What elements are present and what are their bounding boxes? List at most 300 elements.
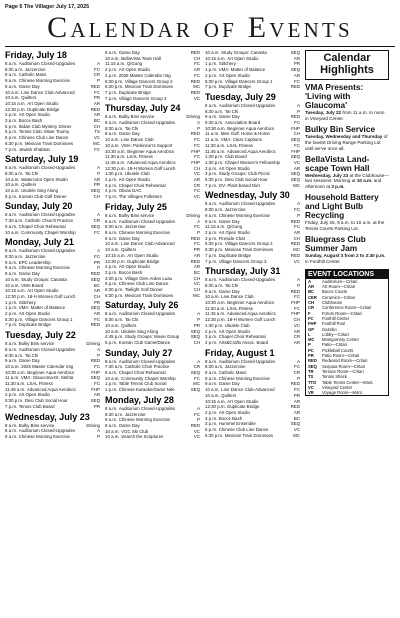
event-location-code: SEQ bbox=[290, 177, 300, 183]
event-time: 10:30 a.m. bbox=[205, 125, 226, 131]
event-name: Jazzercise bbox=[124, 411, 146, 417]
event-time: 9 a.m. bbox=[5, 223, 18, 229]
event-location-code: BC bbox=[193, 269, 200, 275]
event-location-code: P bbox=[97, 433, 100, 439]
location-code: FC bbox=[308, 315, 314, 321]
event-name: Chinese Club Line Dance bbox=[118, 281, 169, 287]
event-location-code: FC bbox=[294, 364, 300, 370]
highlight-heading: Bluegrass Club Summer Jam bbox=[305, 234, 366, 254]
event-time: 11 a.m. bbox=[5, 375, 20, 381]
event-name: Art Open Studio bbox=[218, 328, 250, 334]
event-name: Game Day bbox=[118, 422, 140, 428]
location-name: Montgomery Center bbox=[322, 337, 360, 343]
event-name: Auditorium Closed-Upgrades bbox=[18, 212, 76, 218]
event-name: Art Open Studio bbox=[118, 177, 150, 183]
event-name: Stitchery bbox=[218, 61, 236, 67]
event-time: 2 p.m. bbox=[105, 72, 118, 78]
event-time: 8 a.m. bbox=[105, 405, 118, 411]
event-location-code: VC bbox=[193, 194, 200, 200]
event-time: 11:45 a.m. bbox=[5, 386, 26, 392]
location-row bbox=[306, 390, 388, 395]
event-time: 7 p.m. bbox=[205, 84, 218, 90]
event-name: BellaVista Town Hall bbox=[121, 55, 161, 61]
event-name: Game Day bbox=[18, 271, 40, 277]
day-heading: Tuesday, July 22 bbox=[5, 330, 76, 341]
event-location-code: FC bbox=[294, 207, 300, 213]
event-row bbox=[5, 230, 100, 236]
event-location-code: CR bbox=[193, 364, 200, 370]
event-name: Duplicate Bridge bbox=[18, 322, 51, 328]
event-name: Game Day bbox=[218, 114, 240, 120]
event-time: 9 a.m. bbox=[105, 417, 118, 423]
event-name: Auditorium Closed-Upgrades bbox=[218, 201, 276, 207]
event-row bbox=[5, 194, 100, 200]
event-time: 8:30 a.m. bbox=[205, 207, 224, 213]
event-time: 11:30 a.m. bbox=[105, 154, 126, 160]
event-name: Village Dancers Group 1 bbox=[24, 316, 73, 322]
event-row bbox=[205, 259, 300, 265]
sidebar bbox=[305, 50, 389, 396]
event-time: 1 p.m. bbox=[105, 387, 118, 393]
event-time: 2 p.m. bbox=[205, 229, 218, 235]
event-time: 11:30 a.m. bbox=[5, 381, 26, 387]
event-location-code: A bbox=[97, 165, 100, 171]
event-time: 7 p.m. bbox=[205, 258, 218, 264]
event-location-code: PR bbox=[293, 61, 300, 67]
event-time: 5 p.m. bbox=[105, 339, 118, 345]
event-time: 5:30 p.m. bbox=[5, 398, 24, 404]
calendar-columns bbox=[5, 50, 395, 440]
event-name: Stitchery bbox=[18, 299, 36, 305]
event-name: Line Dance Club bbox=[221, 294, 254, 300]
event-name: VMA Board bbox=[21, 282, 44, 288]
event-time: 8 a.m. bbox=[205, 358, 218, 364]
event-time: 3 p.m. bbox=[205, 421, 218, 427]
event-location-code: A bbox=[97, 61, 100, 66]
event-location-code: A bbox=[97, 212, 100, 218]
event-location-code: FC bbox=[194, 61, 200, 67]
location-name: Voyage Room—Mont. bbox=[322, 390, 363, 396]
event-name: Chinese Club Line Dance bbox=[18, 135, 69, 141]
event-name: Watercolor Open Studio bbox=[21, 176, 68, 182]
event-location-code: PR bbox=[93, 182, 100, 188]
day-heading: Monday, July 28 bbox=[105, 394, 174, 405]
event-name: Bocce Bash bbox=[218, 415, 243, 421]
event-name: QiGong bbox=[226, 224, 243, 230]
event-location-code: SEQ bbox=[290, 421, 300, 427]
event-location-code: SEQ bbox=[90, 276, 100, 282]
event-location-code: FC bbox=[94, 66, 100, 72]
event-time: 9 a.m. bbox=[5, 271, 18, 277]
event-time: 8:30 a.m. bbox=[105, 317, 124, 323]
event-name: Art Open Studio bbox=[227, 398, 259, 404]
event-location-code: RED bbox=[290, 404, 300, 410]
event-location-code: RED bbox=[90, 83, 100, 89]
event-location-code: CH bbox=[293, 317, 300, 323]
location-code: MC bbox=[308, 337, 315, 343]
location-code: FHP bbox=[308, 321, 317, 327]
event-location-code: CH bbox=[93, 193, 100, 199]
event-time: 2 p.m. bbox=[5, 112, 18, 118]
event-name: Duplicate Bridge bbox=[218, 84, 251, 90]
location-code: VC bbox=[308, 384, 314, 390]
event-name: Chinese Morning Exercise bbox=[18, 265, 70, 271]
event-name: Chinese Morning Exercise bbox=[18, 78, 70, 84]
day-heading: Monday, July 21 bbox=[5, 237, 74, 248]
event-location-code: FC bbox=[194, 137, 200, 143]
event-location-code: FC bbox=[294, 305, 300, 311]
event-name: Game Day bbox=[118, 235, 140, 241]
event-time: 9 a.m. bbox=[205, 114, 218, 120]
event-location-code: VC bbox=[293, 258, 300, 264]
event-time: 10:30 a.m. bbox=[5, 369, 26, 375]
event-time: 5 p.m. bbox=[5, 193, 18, 199]
event-location-code: CH bbox=[193, 275, 200, 281]
event-name: Bulky Bins service bbox=[118, 212, 155, 218]
highlight-text: from 11 a.m. to noon in Vineyard Center. bbox=[305, 110, 385, 121]
event-time: 9 a.m. bbox=[5, 358, 18, 364]
event-location-code: CH bbox=[193, 339, 200, 345]
event-location-code: AR bbox=[193, 177, 200, 183]
event-name: Catholic Church Practice bbox=[24, 218, 74, 224]
event-name: Advanced Aqua Aerobics bbox=[126, 159, 176, 165]
event-time: 6:30 p.m. bbox=[105, 292, 124, 298]
location-code: BC bbox=[308, 289, 315, 295]
event-time: 4 p.m. bbox=[205, 339, 218, 345]
event-row bbox=[105, 387, 200, 393]
event-name: Catholic Mass bbox=[18, 72, 47, 78]
event-name: Advanced Aqua Aerobics bbox=[226, 148, 276, 154]
highlight-text: and Afternoon at bbox=[305, 178, 382, 190]
location-code: SEQ bbox=[308, 363, 317, 369]
events-column-3 bbox=[205, 50, 300, 438]
event-name: LSAL Fitness bbox=[26, 381, 53, 387]
page-header: Page 6 The Villager July 17, 2025 bbox=[5, 4, 90, 10]
event-time: 10 a.m. bbox=[5, 89, 20, 95]
event-time: 6:30 p.m. bbox=[205, 432, 224, 438]
event-name: Desi Club Social Hour bbox=[224, 177, 268, 183]
event-location-code: CH bbox=[193, 55, 200, 61]
event-name: Art Open Studio bbox=[218, 409, 250, 415]
event-location-code: P bbox=[297, 282, 300, 288]
event-time: 10:15 a.m. bbox=[205, 55, 226, 61]
event-time: 6:30 p.m. bbox=[205, 247, 224, 253]
event-location-code: SEQ bbox=[90, 398, 100, 404]
event-name: Search the Scriptures bbox=[121, 434, 164, 440]
event-name: Arts&Crafts Assoc. Board bbox=[218, 339, 269, 345]
event-time: 7 p.m. bbox=[105, 194, 118, 200]
event-time: 10 a.m. bbox=[105, 247, 120, 253]
event-name: Bulky Bins service bbox=[118, 114, 155, 120]
event-location-code: FC bbox=[194, 375, 200, 381]
event-time: 1 p.m. bbox=[5, 299, 18, 305]
event-locations-list bbox=[306, 279, 388, 396]
event-time: 12:30 p.m. bbox=[105, 258, 126, 264]
event-time: 12:30 p.m. bbox=[205, 404, 226, 410]
event-name: Tai Chi bbox=[224, 282, 239, 288]
location-code: GP bbox=[308, 326, 315, 332]
event-location-code: A bbox=[197, 120, 200, 126]
event-location-code: AR bbox=[93, 100, 100, 106]
event-location-code: PR bbox=[93, 95, 100, 101]
event-name: 18-H Women Golf Lunch bbox=[27, 293, 76, 299]
event-time: 10 a.m. bbox=[5, 276, 20, 282]
event-location-code: VC bbox=[193, 434, 200, 440]
day-heading: Thursday, July 31 bbox=[205, 266, 281, 277]
event-time: 8 a.m. bbox=[105, 358, 118, 364]
event-name: Chinese Morning Exercise bbox=[118, 229, 170, 235]
location-name: Table Tennis Center—Mont. bbox=[322, 379, 374, 385]
event-name: Bocce Bash bbox=[118, 269, 143, 275]
event-location-code: FC bbox=[94, 253, 100, 259]
event-location-code: FHP bbox=[291, 300, 300, 306]
event-name: Study Groups: Movie Group bbox=[124, 334, 180, 340]
event-time: 9:30 a.m. bbox=[205, 120, 224, 126]
event-name: Tai Chi bbox=[24, 170, 39, 176]
event-name: Line Dance Club-Advanced bbox=[221, 387, 275, 393]
event-name: Jazzercise bbox=[224, 207, 246, 213]
event-location-code: CH bbox=[93, 123, 100, 129]
event-location-code: MC bbox=[293, 432, 300, 438]
event-name: Line Dance Club bbox=[121, 137, 154, 143]
event-name: Club Board bbox=[224, 154, 247, 160]
event-location-code: FC bbox=[94, 316, 100, 322]
event-time: 10 a.m. bbox=[105, 428, 120, 434]
event-time: 8:30 a.m. bbox=[5, 170, 24, 176]
event-name: Auditorium Closed-Upgrades bbox=[118, 311, 176, 317]
event-time: 10 a.m. bbox=[105, 434, 120, 440]
event-name: Art Open Studio bbox=[227, 55, 259, 61]
event-location-code: P bbox=[297, 375, 300, 381]
event-name: Game Day bbox=[18, 358, 40, 364]
event-name: Game Day bbox=[118, 50, 140, 55]
event-time: 7 p.m. bbox=[5, 403, 18, 409]
location-code: CH bbox=[308, 300, 315, 306]
event-time: 9 a.m. bbox=[5, 78, 18, 84]
event-time: 5:30 p.m. bbox=[5, 316, 24, 322]
event-time: 1 p.m. bbox=[205, 67, 218, 73]
event-location-code: P bbox=[197, 317, 200, 323]
event-time: 7 p.m. bbox=[205, 182, 218, 188]
event-name: Beginner Aqua Aerobics bbox=[227, 300, 275, 306]
event-name: LSAL Fitness bbox=[126, 154, 153, 160]
location-name: Forum Room—Critari bbox=[322, 310, 362, 316]
event-time: 6 p.m. bbox=[205, 427, 218, 433]
event-location-code: AR bbox=[293, 72, 300, 78]
event-location-code: SEQ bbox=[190, 334, 200, 340]
event-location-code: FC bbox=[94, 89, 100, 95]
event-name: Tai Chi bbox=[224, 108, 239, 114]
event-name: Auditorium Closed-Upgrades bbox=[18, 346, 76, 352]
event-location-code: AR bbox=[93, 288, 100, 294]
event-time: 11:30 a.m. bbox=[205, 305, 226, 311]
event-location-code: SEQ bbox=[290, 154, 300, 160]
event-row bbox=[105, 293, 200, 299]
location-code: VR bbox=[308, 390, 314, 396]
location-name: Tennis Shack bbox=[322, 374, 347, 380]
event-location-code: A bbox=[297, 201, 300, 207]
event-location-code: Driving bbox=[186, 114, 200, 120]
event-location-code: RED bbox=[290, 84, 300, 90]
event-time: 1 p.m. bbox=[105, 381, 118, 387]
event-name: Village Dancers Group 2 bbox=[124, 78, 173, 84]
event-location-code: BC bbox=[93, 282, 100, 288]
event-row bbox=[205, 84, 300, 90]
event-time: 7 p.m. bbox=[105, 89, 118, 95]
event-location-code: A bbox=[297, 358, 300, 364]
event-name: Village Dancers Group 2 bbox=[224, 241, 273, 247]
event-time: 7 p.m. bbox=[105, 95, 118, 101]
event-name: Art Open Studio bbox=[218, 165, 250, 171]
location-code: F bbox=[308, 310, 311, 316]
event-locations-title: EVENT LOCATIONS bbox=[306, 270, 388, 279]
event-location-code: FC bbox=[194, 142, 200, 148]
event-name: Art Open Studio bbox=[118, 67, 150, 73]
event-time: 6:30 p.m. bbox=[105, 84, 124, 90]
highlight-body bbox=[305, 110, 389, 122]
event-location-code: RED bbox=[190, 78, 200, 84]
event-time: 1 p.m. bbox=[5, 305, 18, 311]
event-location-code: RED bbox=[290, 288, 300, 294]
event-name: VMA: Glaucoma-Dr. Mehta bbox=[20, 375, 74, 381]
event-time: 3 p.m. bbox=[205, 415, 218, 421]
event-name: Village Dancers Group 3 bbox=[118, 95, 167, 101]
event-location-code: Driving bbox=[186, 212, 200, 218]
highlight-emphasis: 10 a.m. bbox=[356, 178, 373, 184]
event-name: Game Day bbox=[218, 288, 240, 294]
location-name: Art Room—Critari bbox=[322, 284, 356, 290]
highlight-emphasis: Sunday, August 3 from 2 to 3:30 p.m. bbox=[305, 253, 386, 259]
event-location-code: A bbox=[197, 311, 200, 317]
event-location-code: FHP bbox=[91, 369, 100, 375]
event-time: 2 p.m. bbox=[5, 392, 18, 398]
event-name: Desi Club Social Hour bbox=[24, 398, 68, 404]
event-location-code: CR bbox=[93, 218, 100, 224]
event-name: Jazzercise bbox=[124, 224, 146, 230]
event-location-code: A bbox=[97, 428, 100, 434]
event-location-code: RED bbox=[290, 252, 300, 258]
event-time: 5:30 p.m. bbox=[205, 177, 224, 183]
event-location-code: CH bbox=[293, 131, 300, 137]
highlight-emphasis: Wednesday, July 23 bbox=[305, 172, 349, 178]
event-name: Auditorium Closed-Upgrades bbox=[118, 218, 176, 224]
event-time: 4:45 p.m. bbox=[105, 334, 124, 340]
event-row bbox=[5, 434, 100, 440]
event-name: Community Chapel Worship bbox=[121, 375, 176, 381]
highlight-heading: VMA Presents: 'Living with Glaucoma' bbox=[305, 82, 364, 110]
event-time: 8:30 a.m. bbox=[205, 108, 224, 114]
title-divider bbox=[5, 46, 395, 47]
event-location-code: SEQ bbox=[290, 171, 300, 177]
event-name: Ukulele Sing Along bbox=[21, 188, 59, 194]
event-location-code: P bbox=[97, 265, 100, 271]
event-time: 9 a.m. bbox=[105, 50, 118, 55]
event-name: Auditorium Closed-Upgrades bbox=[218, 277, 276, 283]
event-time: 9 a.m. bbox=[5, 259, 18, 265]
location-name: Gazebo bbox=[322, 326, 337, 332]
event-name: Auditorium Closed-Upgrades bbox=[218, 358, 276, 364]
event-row bbox=[205, 340, 300, 346]
event-location-code: A bbox=[197, 405, 200, 411]
event-time: 9 a.m. bbox=[105, 235, 118, 241]
day-heading: Sunday, July 27 bbox=[105, 347, 173, 358]
event-time: 11:45 a.m. bbox=[205, 148, 226, 154]
event-location-code: RED bbox=[190, 131, 200, 137]
location-name: Patio Room—Critari bbox=[322, 353, 360, 359]
event-time: 8:30 a.m. bbox=[205, 282, 224, 288]
highlight-text: in Foothill Center. bbox=[305, 258, 341, 264]
event-time: 10 a.m. bbox=[5, 188, 20, 194]
event-time: 4 p.m. bbox=[105, 188, 118, 194]
event-location-code: MC bbox=[293, 247, 300, 253]
event-time: 1:30 p.m. bbox=[205, 154, 224, 160]
event-time: 3 p.m. bbox=[205, 171, 218, 177]
event-location-code: A bbox=[197, 358, 200, 364]
event-name: Italian Club Mystery Dinner bbox=[18, 123, 72, 129]
event-row bbox=[5, 147, 100, 153]
event-name: Bulky Bins service bbox=[18, 341, 55, 347]
event-location-code: P bbox=[97, 352, 100, 358]
highlight-text: at the Clubhouse—two sessions: Morning at bbox=[305, 172, 389, 184]
event-name: Fireside Chat bbox=[218, 235, 245, 241]
event-location-code: FC bbox=[294, 387, 300, 393]
event-name: Auditorium Closed-Upgrades bbox=[18, 61, 76, 66]
event-location-code: P bbox=[97, 170, 100, 176]
event-name: Auditorium Closed-Upgrades bbox=[18, 428, 76, 434]
event-time: 7:30 a.m. bbox=[5, 218, 24, 224]
event-time: 11:45 a.m. bbox=[105, 159, 126, 165]
event-time: 6:30 p.m. bbox=[105, 287, 124, 293]
highlights-title: Calendar Highlights bbox=[305, 50, 389, 80]
event-time: 9 a.m. bbox=[5, 265, 18, 271]
event-name: Chinese Morning Exercise bbox=[218, 375, 270, 381]
event-time: 10 a.m. bbox=[5, 95, 20, 101]
day-heading: Thursday, July 24 bbox=[105, 103, 181, 114]
event-time: 2 p.m. bbox=[105, 67, 118, 73]
event-name: Art Open Studio bbox=[218, 229, 250, 235]
event-location-code: VC bbox=[293, 159, 300, 165]
event-name: Art Open Studio bbox=[18, 311, 50, 317]
event-name: VMA: Matter of Balance bbox=[218, 67, 266, 73]
event-time: 10:30 a.m. bbox=[205, 300, 226, 306]
event-location-code: AR bbox=[193, 252, 200, 258]
event-location-code: SEQ bbox=[290, 137, 300, 143]
event-name: Duplicate Bridge bbox=[227, 404, 260, 410]
event-time: 8 a.m. bbox=[105, 114, 118, 120]
event-name: Mexican Train Dominoes bbox=[24, 140, 74, 146]
event-name: Mexican Train Dominoes bbox=[124, 84, 174, 90]
event-time: 8 a.m. bbox=[5, 165, 18, 171]
location-name: Ceramics—Critari bbox=[322, 294, 356, 300]
event-name: 2026 Master Calendar mtg bbox=[118, 72, 171, 78]
event-location-code: VC bbox=[293, 427, 300, 433]
event-location-code: FC bbox=[94, 381, 100, 387]
event-time: 7 p.m. bbox=[205, 252, 218, 258]
event-row bbox=[105, 96, 200, 102]
event-name: Duplicate Bridge bbox=[218, 252, 251, 258]
event-time: 2 p.m. bbox=[5, 311, 18, 317]
event-location-code: SEQ bbox=[190, 328, 200, 334]
event-name: QiGong bbox=[126, 61, 143, 67]
event-location-code: BC bbox=[93, 118, 100, 124]
event-name: Mexican Train Dominoes bbox=[124, 292, 174, 298]
event-location-code: RED bbox=[90, 271, 100, 277]
event-location-code: Driving bbox=[86, 341, 100, 347]
event-location-code: FHP bbox=[291, 125, 300, 131]
event-name: Auditorium Closed-Upgrades bbox=[118, 405, 176, 411]
event-time: 9 a.m. bbox=[205, 212, 218, 218]
event-time: 12:30 p.m. bbox=[5, 106, 26, 112]
